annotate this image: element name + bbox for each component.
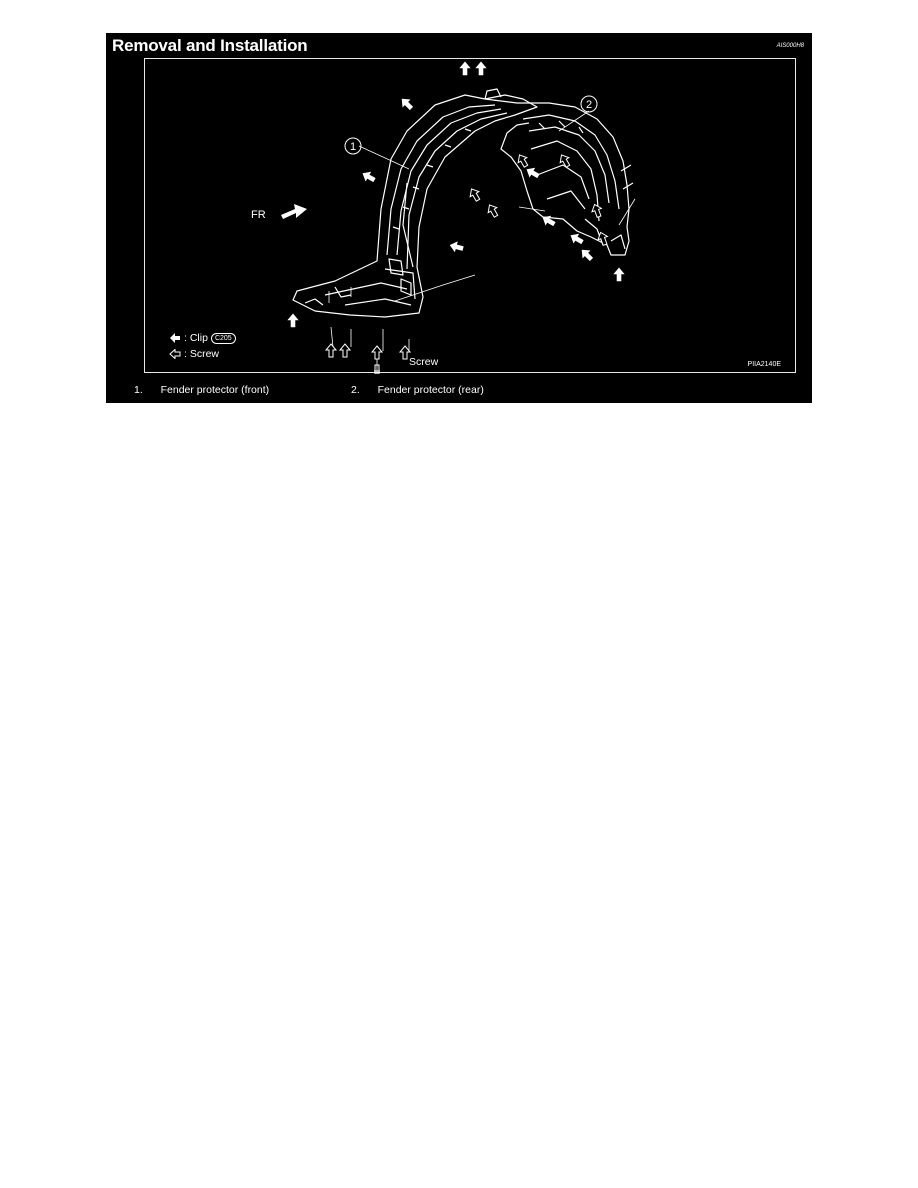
clip-arrow-icon [169,333,181,343]
callout-1 [345,138,361,154]
rear-fender-protector [485,99,633,255]
screw-arrow-icon [340,344,350,357]
clip-arrow-icon [579,247,595,263]
legend-clip-label: : Clip [184,332,208,344]
screw-callout-label: Screw [409,356,439,368]
legend [169,330,236,362]
legend-screw-row [169,346,236,362]
callout-1-label: 1 [349,141,357,153]
front-arrow-icon [281,204,307,219]
parts-item-1-name: Fender protector (front) [160,384,270,396]
parts-item-2-number: 2. [351,384,360,396]
fender-protector-diagram [145,59,797,374]
clip-code-badge: C205 [211,333,236,344]
clip-arrow-icon [460,62,470,75]
document-code: AIS000H8 [776,43,804,49]
screw-arrow-icon [326,344,336,357]
front-direction-indicator [251,204,307,221]
screw-arrow-icon [467,186,482,202]
screw-arrow-icon [485,202,500,218]
screw-arrow-icon [169,349,181,359]
clip-arrow-icon [524,165,540,180]
screw-arrows [326,152,610,359]
legend-clip-row [169,330,236,346]
callout-2 [581,96,597,112]
front-fender-protector [293,89,537,317]
section-title: Removal and Installation [112,36,308,55]
parts-item-1 [134,384,269,396]
parts-item-2-name: Fender protector (rear) [377,384,484,396]
clip-arrow-icon [399,96,415,112]
screw-arrow-icon [590,203,604,219]
illustration-frame [144,58,796,373]
clip-arrow-icon [449,240,464,253]
figure-code: PIIA2140E [747,361,781,368]
clip-arrow-icon [360,169,376,184]
leader-lines [329,111,635,374]
callout-2-label: 2 [585,99,593,111]
clip-arrow-icon [288,314,298,327]
figure-panel [106,33,812,403]
parts-item-1-number: 1. [134,384,143,396]
legend-screw-label: : Screw [184,348,220,360]
parts-item-2 [351,384,484,396]
front-label: FR [251,209,266,221]
clip-arrow-icon [614,268,624,281]
clip-arrow-icon [540,213,556,228]
screw-arrow-icon [372,346,382,359]
clip-arrow-icon [476,62,486,75]
